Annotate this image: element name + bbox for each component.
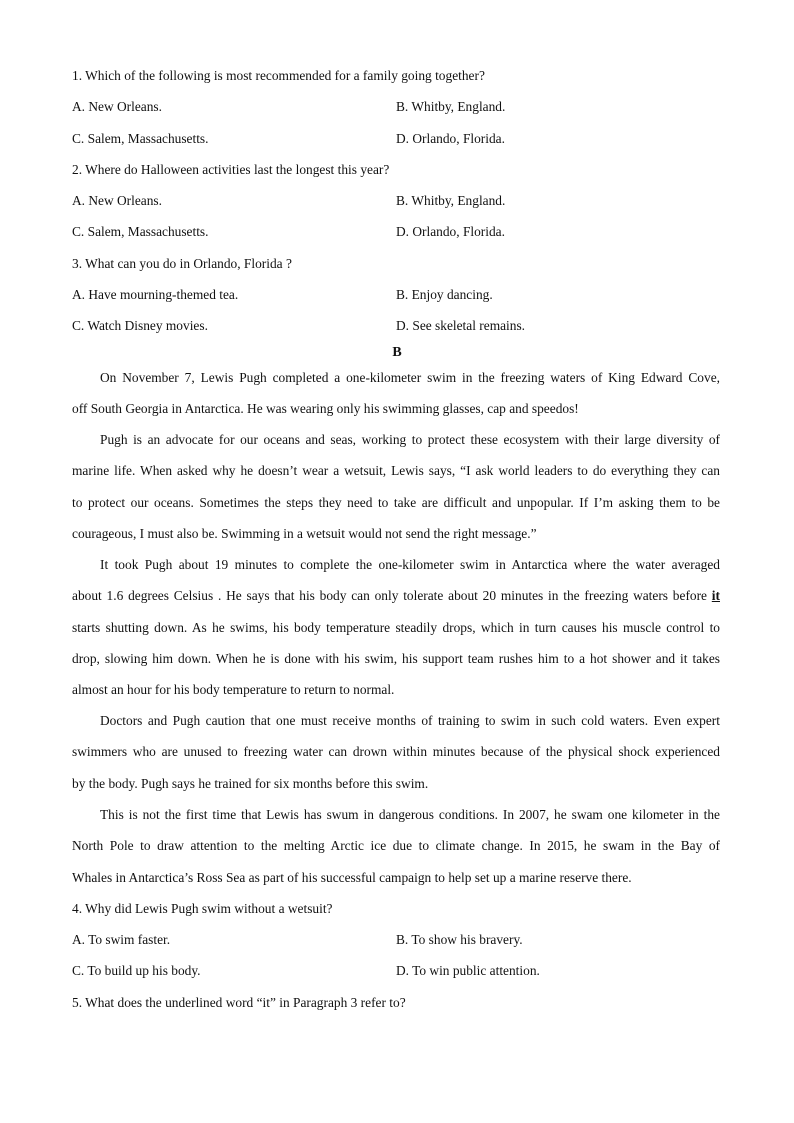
question-1-stem: 1. Which of the following is most recommended for a family going together? xyxy=(72,68,485,83)
question-3-stem: 3. What can you do in Orlando, Florida ? xyxy=(72,256,292,271)
paragraph-3-line-4: drop, slowing him down. When he is done with his swim, his support team rushes him to a hot shower and it takes xyxy=(72,651,720,666)
paragraph-3-line-5: almost an hour for his body temperature to return to normal. xyxy=(72,682,395,697)
section-b-heading: B xyxy=(392,345,402,360)
question-2-option-c: C. Salem, Massachusetts. xyxy=(72,224,209,239)
question-1-option-c: C. Salem, Massachusetts. xyxy=(72,131,209,146)
question-1-option-b: B. Whitby, England. xyxy=(396,99,506,114)
paragraph-3-line-3: starts shutting down. As he swims, his body temperature steadily drops, which in turn causes his muscle control to xyxy=(72,620,720,635)
question-4-option-a: A. To swim faster. xyxy=(72,932,171,947)
paragraph-1-line-1: On November 7, Lewis Pugh completed a one-kilometer swim in the freezing waters of King Edward Cove, xyxy=(100,370,720,385)
question-4-option-c: C. To build up his body. xyxy=(72,963,201,978)
question-5-stem: 5. What does the underlined word “it” in Paragraph 3 refer to? xyxy=(72,995,406,1010)
question-1-option-a: A. New Orleans. xyxy=(72,99,162,114)
paragraph-4-line-1: Doctors and Pugh caution that one must receive months of training to swim in such cold waters. Even expert xyxy=(100,713,720,728)
paragraph-2-line-1: Pugh is an advocate for our oceans and seas, working to protect these ecosystem with their large diversity of xyxy=(100,432,720,447)
paragraph-4-line-3: by the body. Pugh says he trained for six months before this swim. xyxy=(72,776,429,791)
question-4-option-b: B. To show his bravery. xyxy=(396,932,523,947)
paragraph-1-line-2: off South Georgia in Antarctica. He was wearing only his swimming glasses, cap and speedos! xyxy=(72,401,579,416)
question-2-option-d: D. Orlando, Florida. xyxy=(396,224,505,239)
paragraph-4-line-2: swimmers who are unused to freezing water can drown within minutes because of the physical shock experienced xyxy=(72,744,720,759)
question-4-option-d: D. To win public attention. xyxy=(396,963,540,978)
question-3-option-a: A. Have mourning-themed tea. xyxy=(72,287,239,302)
question-3-option-b: B. Enjoy dancing. xyxy=(396,287,493,302)
paragraph-3-line-2-text: about 1.6 degrees Celsius . He says that his body can only tolerate about 20 minutes in the freezing waters before xyxy=(72,588,707,603)
question-3-option-c: C. Watch Disney movies. xyxy=(72,318,208,333)
question-3-option-d: D. See skeletal remains. xyxy=(396,318,526,333)
paragraph-3-line-2 xyxy=(72,588,720,604)
paragraph-5-line-2: North Pole to draw attention to the melting Arctic ice due to climate change. In 2015, he swam in the Bay of xyxy=(72,838,720,853)
question-2-option-a: A. New Orleans. xyxy=(72,193,162,208)
question-1-option-d: D. Orlando, Florida. xyxy=(396,131,505,146)
paragraph-2-line-3: to protect our oceans. Sometimes the steps they need to take are difficult and unpopular. If I’m asking them to be xyxy=(72,495,720,510)
paragraph-5-line-3: Whales in Antarctica’s Ross Sea as part of his successful campaign to help set up a marine reserve there. xyxy=(72,870,632,885)
underlined-word-it: it xyxy=(711,588,720,603)
paragraph-2-line-4: courageous, I must also be. Swimming in a wetsuit would not send the right message.” xyxy=(72,526,537,541)
question-4-stem: 4. Why did Lewis Pugh swim without a wetsuit? xyxy=(72,901,333,916)
paragraph-5-line-1: This is not the first time that Lewis has swum in dangerous conditions. In 2007, he swam one kilometer in the xyxy=(100,807,720,822)
question-2-option-b: B. Whitby, England. xyxy=(396,193,506,208)
paragraph-3-line-1: It took Pugh about 19 minutes to complete the one-kilometer swim in Antarctica where the water averaged xyxy=(100,557,720,572)
question-2-stem: 2. Where do Halloween activities last the longest this year? xyxy=(72,162,390,177)
paragraph-2-line-2: marine life. When asked why he doesn’t wear a wetsuit, Lewis says, “I ask world leaders to do everything they can xyxy=(72,463,720,478)
